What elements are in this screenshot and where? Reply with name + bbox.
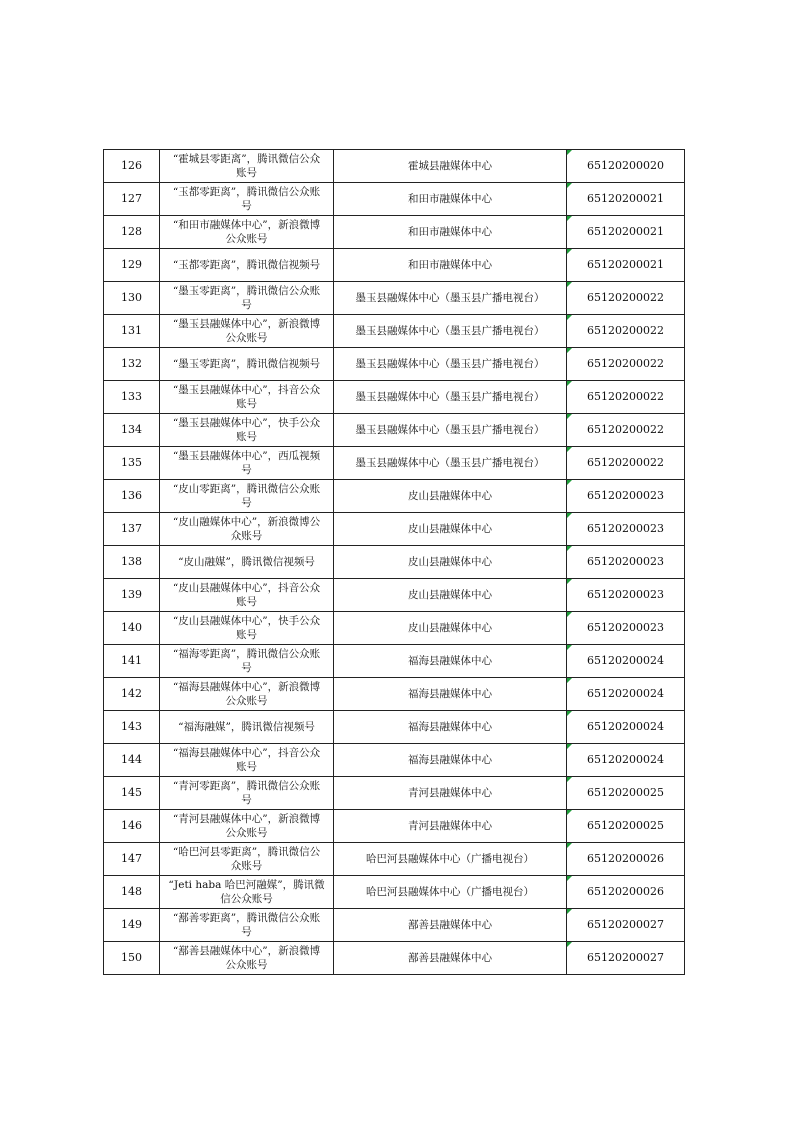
row-number: 130 <box>104 282 160 315</box>
registration-code: 65120200026 <box>567 876 685 909</box>
registration-code: 65120200024 <box>567 645 685 678</box>
media-account-table <box>103 149 685 975</box>
row-number: 142 <box>104 678 160 711</box>
organization: 墨玉县融媒体中心（墨玉县广播电视台） <box>334 282 567 315</box>
row-number: 139 <box>104 579 160 612</box>
account-name: “皮山零距离”，腾讯微信公众账号 <box>160 480 334 513</box>
organization: 和田市融媒体中心 <box>334 249 567 282</box>
row-number: 133 <box>104 381 160 414</box>
account-name: “哈巴河县零距离”，腾讯微信公众账号 <box>160 843 334 876</box>
registration-code: 65120200024 <box>567 744 685 777</box>
table-row <box>104 513 685 546</box>
row-number: 126 <box>104 150 160 183</box>
table-row <box>104 678 685 711</box>
account-name: “玉都零距离”，腾讯微信视频号 <box>160 249 334 282</box>
row-number: 143 <box>104 711 160 744</box>
row-number: 150 <box>104 942 160 975</box>
registration-code: 65120200021 <box>567 183 685 216</box>
row-number: 149 <box>104 909 160 942</box>
account-name: “鄯善县融媒体中心”，新浪微博公众账号 <box>160 942 334 975</box>
account-name: “和田市融媒体中心”，新浪微博公众账号 <box>160 216 334 249</box>
account-name: “玉都零距离”，腾讯微信公众账号 <box>160 183 334 216</box>
account-name: “墨玉县融媒体中心”，西瓜视频号 <box>160 447 334 480</box>
row-number: 134 <box>104 414 160 447</box>
organization: 哈巴河县融媒体中心（广播电视台） <box>334 843 567 876</box>
account-name: “皮山融媒体中心”，新浪微博公众账号 <box>160 513 334 546</box>
registration-code: 65120200022 <box>567 447 685 480</box>
account-name: “墨玉零距离”，腾讯微信公众账号 <box>160 282 334 315</box>
registration-code: 65120200027 <box>567 909 685 942</box>
registration-code: 65120200024 <box>567 678 685 711</box>
table-row <box>104 249 685 282</box>
table-row <box>104 777 685 810</box>
registration-code: 65120200022 <box>567 348 685 381</box>
row-number: 128 <box>104 216 160 249</box>
organization: 墨玉县融媒体中心（墨玉县广播电视台） <box>334 348 567 381</box>
registration-code: 65120200022 <box>567 414 685 447</box>
table-row <box>104 216 685 249</box>
row-number: 144 <box>104 744 160 777</box>
organization: 墨玉县融媒体中心（墨玉县广播电视台） <box>334 414 567 447</box>
table-row <box>104 810 685 843</box>
registration-code: 65120200025 <box>567 810 685 843</box>
registration-code: 65120200022 <box>567 381 685 414</box>
organization: 墨玉县融媒体中心（墨玉县广播电视台） <box>334 447 567 480</box>
account-name: “福海县融媒体中心”，新浪微博公众账号 <box>160 678 334 711</box>
table-row <box>104 447 685 480</box>
account-name: “墨玉县融媒体中心”，新浪微博公众账号 <box>160 315 334 348</box>
organization: 鄯善县融媒体中心 <box>334 942 567 975</box>
organization: 和田市融媒体中心 <box>334 216 567 249</box>
row-number: 148 <box>104 876 160 909</box>
account-name: “福海零距离”，腾讯微信公众账号 <box>160 645 334 678</box>
registration-code: 65120200021 <box>567 249 685 282</box>
table-row <box>104 579 685 612</box>
registration-code: 65120200022 <box>567 315 685 348</box>
organization: 皮山县融媒体中心 <box>334 612 567 645</box>
table-row <box>104 843 685 876</box>
organization: 皮山县融媒体中心 <box>334 579 567 612</box>
account-name: “福海融媒”，腾讯微信视频号 <box>160 711 334 744</box>
organization: 福海县融媒体中心 <box>334 678 567 711</box>
registration-code: 65120200020 <box>567 150 685 183</box>
account-name: “Jeti haba 哈巴河融媒”，腾讯微信公众账号 <box>160 876 334 909</box>
row-number: 145 <box>104 777 160 810</box>
table-row <box>104 381 685 414</box>
registration-code: 65120200021 <box>567 216 685 249</box>
table-row <box>104 612 685 645</box>
row-number: 140 <box>104 612 160 645</box>
registration-code: 65120200025 <box>567 777 685 810</box>
registration-code: 65120200023 <box>567 513 685 546</box>
row-number: 146 <box>104 810 160 843</box>
table-row <box>104 150 685 183</box>
row-number: 135 <box>104 447 160 480</box>
organization: 墨玉县融媒体中心（墨玉县广播电视台） <box>334 315 567 348</box>
registration-code: 65120200023 <box>567 612 685 645</box>
organization: 皮山县融媒体中心 <box>334 480 567 513</box>
organization: 霍城县融媒体中心 <box>334 150 567 183</box>
account-name: “墨玉县融媒体中心”，抖音公众账号 <box>160 381 334 414</box>
table-row <box>104 282 685 315</box>
organization: 鄯善县融媒体中心 <box>334 909 567 942</box>
row-number: 141 <box>104 645 160 678</box>
account-name: “福海县融媒体中心”，抖音公众账号 <box>160 744 334 777</box>
row-number: 147 <box>104 843 160 876</box>
account-name: “墨玉县融媒体中心”，快手公众账号 <box>160 414 334 447</box>
row-number: 138 <box>104 546 160 579</box>
table-row <box>104 348 685 381</box>
table-row <box>104 183 685 216</box>
account-name: “鄯善零距离”，腾讯微信公众账号 <box>160 909 334 942</box>
table-row <box>104 546 685 579</box>
registration-code: 65120200023 <box>567 546 685 579</box>
registration-code: 65120200027 <box>567 942 685 975</box>
account-name: “青河县融媒体中心”，新浪微博公众账号 <box>160 810 334 843</box>
account-name: “霍城县零距离”，腾讯微信公众账号 <box>160 150 334 183</box>
organization: 青河县融媒体中心 <box>334 777 567 810</box>
table-row <box>104 645 685 678</box>
organization: 福海县融媒体中心 <box>334 711 567 744</box>
row-number: 136 <box>104 480 160 513</box>
table-row <box>104 909 685 942</box>
registration-code: 65120200023 <box>567 579 685 612</box>
table-row <box>104 876 685 909</box>
registration-code: 65120200022 <box>567 282 685 315</box>
table-row <box>104 315 685 348</box>
organization: 福海县融媒体中心 <box>334 645 567 678</box>
organization: 哈巴河县融媒体中心（广播电视台） <box>334 876 567 909</box>
table-row <box>104 744 685 777</box>
account-name: “墨玉零距离”，腾讯微信视频号 <box>160 348 334 381</box>
organization: 青河县融媒体中心 <box>334 810 567 843</box>
organization: 和田市融媒体中心 <box>334 183 567 216</box>
organization: 福海县融媒体中心 <box>334 744 567 777</box>
row-number: 129 <box>104 249 160 282</box>
registration-code: 65120200024 <box>567 711 685 744</box>
row-number: 132 <box>104 348 160 381</box>
row-number: 127 <box>104 183 160 216</box>
table-body <box>104 150 685 975</box>
account-name: “青河零距离”，腾讯微信公众账号 <box>160 777 334 810</box>
account-name: “皮山县融媒体中心”，抖音公众账号 <box>160 579 334 612</box>
table-row <box>104 942 685 975</box>
organization: 墨玉县融媒体中心（墨玉县广播电视台） <box>334 381 567 414</box>
account-name: “皮山县融媒体中心”，快手公众账号 <box>160 612 334 645</box>
table-row <box>104 711 685 744</box>
table-row <box>104 480 685 513</box>
table-row <box>104 414 685 447</box>
row-number: 131 <box>104 315 160 348</box>
organization: 皮山县融媒体中心 <box>334 513 567 546</box>
registration-code: 65120200023 <box>567 480 685 513</box>
organization: 皮山县融媒体中心 <box>334 546 567 579</box>
account-name: “皮山融媒”，腾讯微信视频号 <box>160 546 334 579</box>
registration-code: 65120200026 <box>567 843 685 876</box>
row-number: 137 <box>104 513 160 546</box>
